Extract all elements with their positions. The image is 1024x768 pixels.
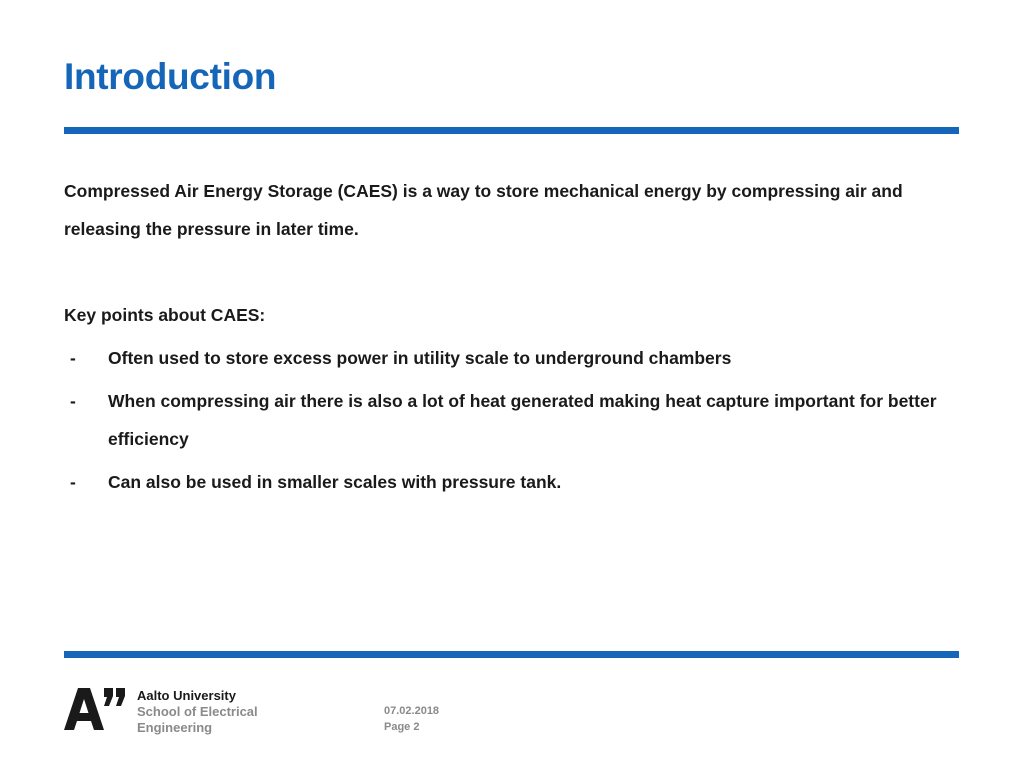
- bullet-dash: -: [70, 391, 76, 411]
- bullet-dash: -: [70, 472, 76, 492]
- university-name: Aalto University: [137, 688, 236, 703]
- slide-date: 07.02.2018: [384, 705, 440, 717]
- intro-paragraph: Compressed Air Energy Storage (CAES) is a way to store mechanical energy by compressing air and releasing the pressure in later time.: [64, 181, 903, 239]
- bullet-dash: -: [70, 348, 76, 368]
- aalto-logo-mark-icon: [64, 688, 126, 730]
- list-item: [64, 463, 964, 501]
- bullet-text: When compressing air there is also a lot of heat generated making heat capture important for better efficiency: [108, 391, 937, 449]
- bullet-text: Can also be used in smaller scales with pressure tank.: [108, 472, 562, 492]
- bullet-text: Often used to store excess power in utility scale to underground chambers: [108, 348, 732, 368]
- page-number: Page 2: [384, 721, 420, 733]
- slide-title: Introduction: [64, 56, 277, 97]
- title-divider: [64, 127, 959, 134]
- slide-body: [64, 172, 964, 506]
- aalto-logo-text: [137, 688, 258, 736]
- footer-divider: [64, 651, 959, 658]
- aalto-logo: [64, 688, 258, 736]
- school-name-line2: Engineering: [137, 720, 213, 735]
- footer-meta: [384, 703, 439, 735]
- key-points-list: [64, 339, 964, 501]
- school-name-line1: School of Electrical: [137, 704, 258, 719]
- list-item: [64, 339, 964, 377]
- list-item: [64, 382, 964, 458]
- key-points-heading: Key points about CAES:: [64, 305, 266, 325]
